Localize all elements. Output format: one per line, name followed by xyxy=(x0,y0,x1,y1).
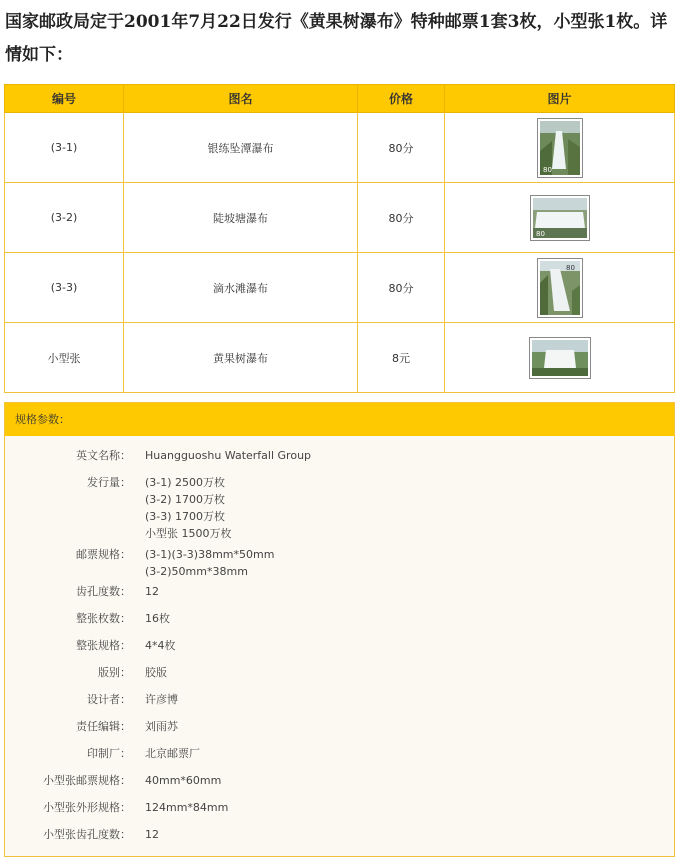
stamp-denomination: 80 xyxy=(535,229,545,238)
spec-value xyxy=(145,664,167,681)
spec-value xyxy=(145,583,159,600)
spec-label: 英文名称： xyxy=(76,449,131,462)
spec-value xyxy=(145,474,232,542)
stamp-image[interactable] xyxy=(530,195,590,241)
stamp-name: 银练坠潭瀑布 xyxy=(124,113,358,183)
spec-value-line: (3-2)50mm*38mm xyxy=(145,565,248,578)
spec-panel xyxy=(4,402,675,857)
spec-value xyxy=(145,610,170,627)
spec-value-line: 124mm*84mm xyxy=(145,801,229,814)
stamp-name: 滴水滩瀑布 xyxy=(124,253,358,323)
souvenir-sheet-image[interactable] xyxy=(529,337,591,379)
spec-label: 小型张外形规格： xyxy=(43,801,131,814)
spec-value-line: 16枚 xyxy=(145,612,170,625)
stamp-id: (3-2) xyxy=(5,183,124,253)
stamp-table xyxy=(4,84,675,393)
spec-value xyxy=(145,772,221,789)
table-row xyxy=(5,323,675,393)
stamp-price: 8元 xyxy=(358,323,445,393)
spec-label: 整张枚数： xyxy=(76,612,131,625)
table-row xyxy=(5,183,675,253)
col-header-id: 编号 xyxy=(5,85,124,113)
table-header-row xyxy=(5,85,675,113)
spec-label: 设计者： xyxy=(87,693,131,706)
stamp-price: 80分 xyxy=(358,113,445,183)
stamp-name: 黄果树瀑布 xyxy=(124,323,358,393)
spec-value xyxy=(145,799,228,816)
col-header-price: 价格 xyxy=(358,85,445,113)
spec-value xyxy=(145,546,274,580)
table-row xyxy=(5,113,675,183)
spec-value-line: 北京邮票厂 xyxy=(145,747,200,760)
spec-label: 责任编辑： xyxy=(76,720,131,733)
spec-value-line: 40mm*60mm xyxy=(145,774,222,787)
stamp-name: 陡坡塘瀑布 xyxy=(124,183,358,253)
spec-label: 印制厂： xyxy=(87,747,131,760)
stamp-id: (3-1) xyxy=(5,113,124,183)
stamp-denomination: 80 xyxy=(542,165,552,174)
spec-value-line: 12 xyxy=(145,828,159,841)
spec-value xyxy=(145,447,311,464)
spec-label: 整张规格： xyxy=(76,639,131,652)
spec-value-line: 12 xyxy=(145,585,159,598)
spec-value xyxy=(145,745,200,762)
spec-value-line: (3-2) 1700万枚 xyxy=(145,493,226,506)
stamp-image[interactable] xyxy=(537,118,583,178)
spec-value xyxy=(145,718,178,735)
spec-label: 邮票规格： xyxy=(76,548,131,561)
spec-label: 版别： xyxy=(98,666,131,679)
spec-value xyxy=(145,691,178,708)
table-row xyxy=(5,253,675,323)
stamp-id: (3-3) xyxy=(5,253,124,323)
stamp-price: 80分 xyxy=(358,253,445,323)
spec-value-line: 4*4枚 xyxy=(145,639,176,652)
intro-text: 国家邮政局定于2001年7月22日发行《黄果树瀑布》特种邮票1套3枚，小型张1枚。详情如下： xyxy=(5,12,668,65)
stamp-price: 80分 xyxy=(358,183,445,253)
spec-label: 小型张邮票规格： xyxy=(43,774,131,787)
col-header-name: 图名 xyxy=(124,85,358,113)
spec-value-line: 小型张 1500万枚 xyxy=(145,527,232,540)
spec-value-line: 胶版 xyxy=(145,666,167,679)
spec-title: 规格参数： xyxy=(5,403,674,436)
spec-value-line: 许彦博 xyxy=(145,693,178,706)
col-header-image: 图片 xyxy=(445,85,675,113)
spec-value-line: (3-3) 1700万枚 xyxy=(145,510,226,523)
spec-value-line: (3-1) 2500万枚 xyxy=(145,476,226,489)
spec-value xyxy=(145,637,176,654)
spec-label: 小型张齿孔度数： xyxy=(43,828,131,841)
spec-value-line: 刘雨苏 xyxy=(145,720,178,733)
stamp-image[interactable] xyxy=(537,258,583,318)
spec-label: 发行量： xyxy=(87,476,131,489)
spec-value xyxy=(145,826,159,843)
stamp-id: 小型张 xyxy=(5,323,124,393)
stamp-denomination: 80 xyxy=(565,263,575,272)
spec-value-line: Huangguoshu Waterfall Group xyxy=(145,449,312,462)
spec-value-line: (3-1)(3-3)38mm*50mm xyxy=(145,548,275,561)
spec-label: 齿孔度数： xyxy=(76,585,131,598)
